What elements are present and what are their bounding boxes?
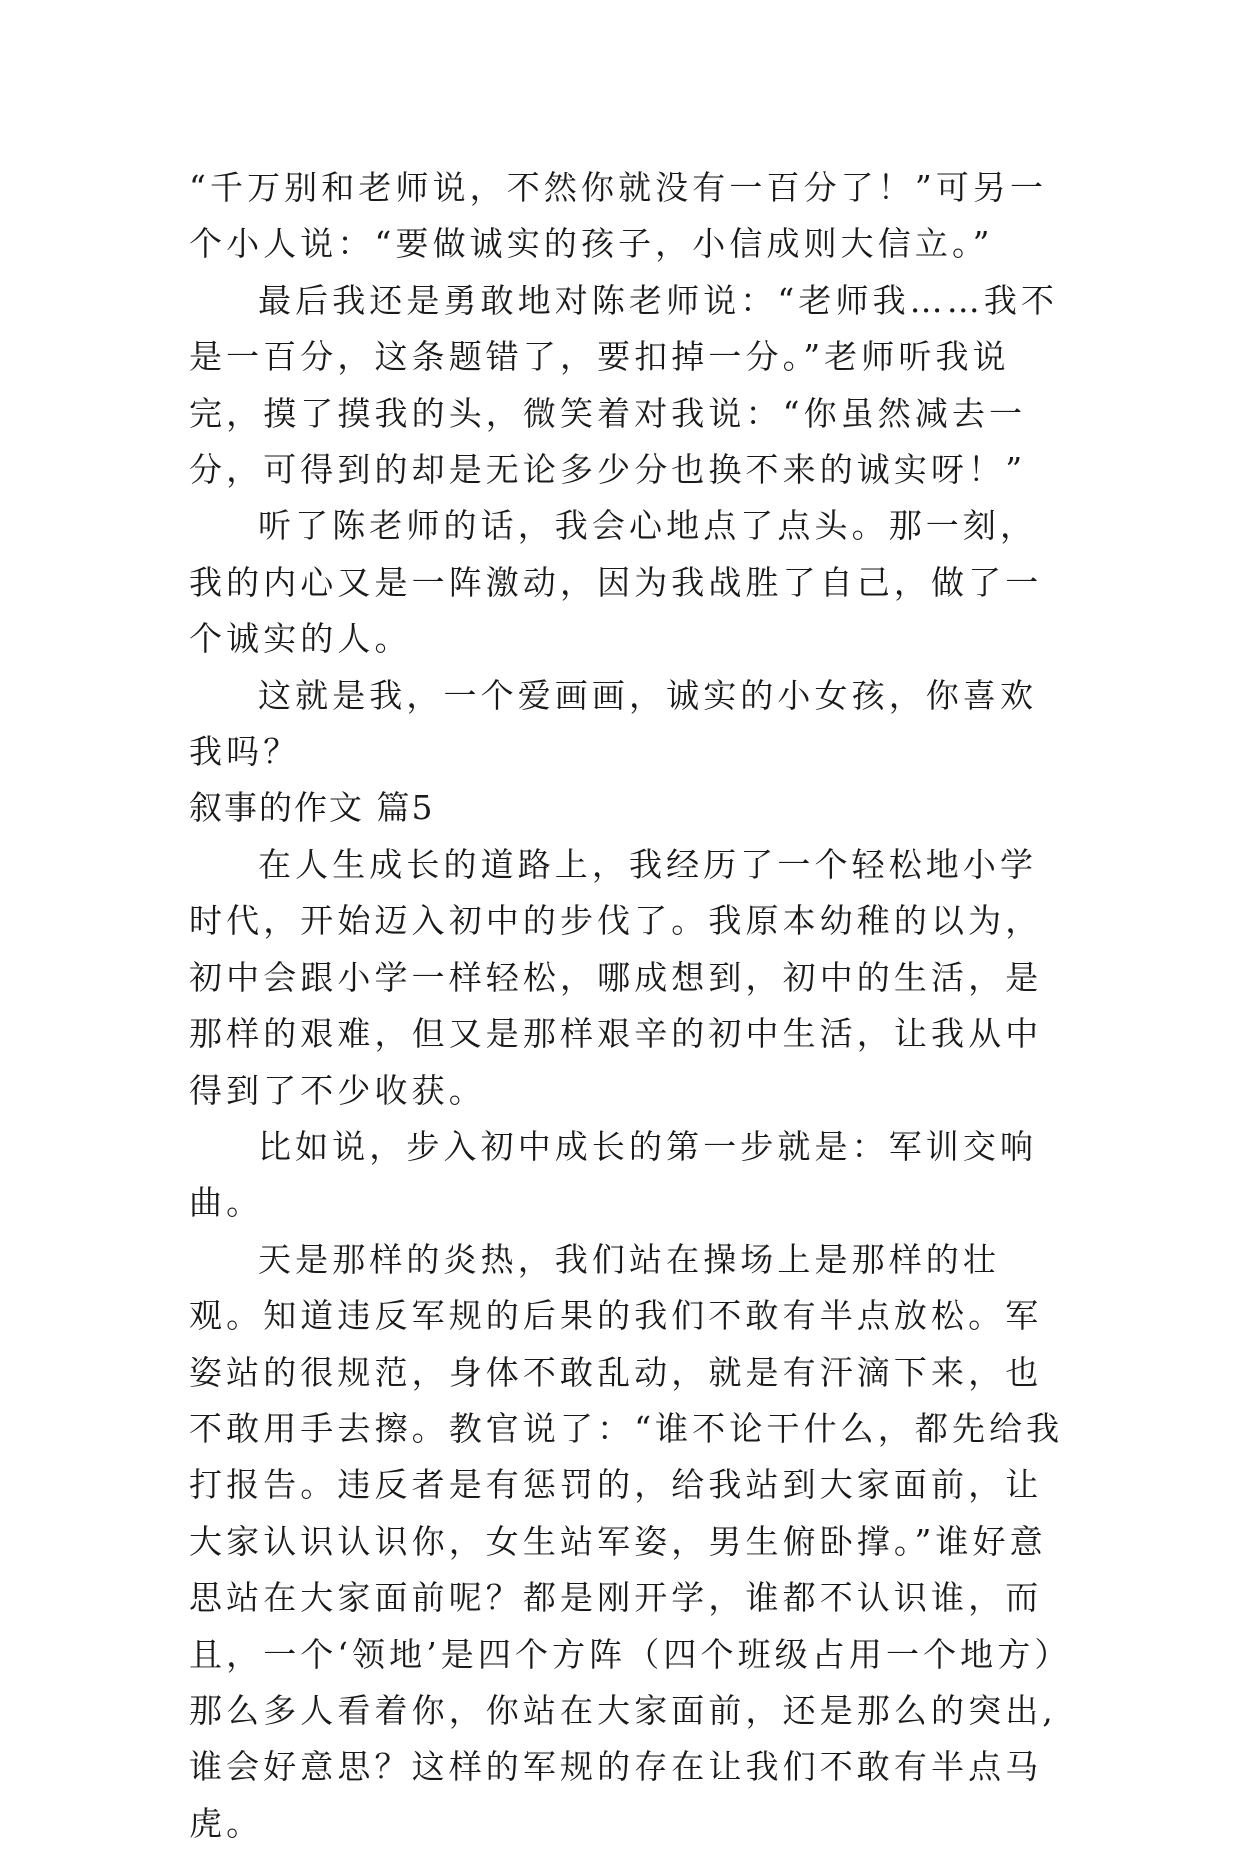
paragraph-discipline: 天是那样的炎热，我们站在操场上是那样的壮观。知道违反军规的后果的我们不敢有半点放松。军姿站的很规范，身体不敢乱动，就是有汗滴下来，也不敢用手去擦。教官说了：“谁不论干什么，都先给我打报告。违反者是有惩罚的，给我站到大家面前，让大家认识认识你，女生站军姿，男生俯卧撑。”谁好意思站在大家面前呢？都是刚开学，谁都不认识谁，而且，一个‘领地’是四个方阵（四个班级占用一个地方）那么多人看着你，你站在大家面前，还是那么的突出,谁会好意思？这样的军规的存在让我们不敢有半点马虎。 <box>189 1239 1064 1843</box>
paragraph-intro: 在人生成长的道路上，我经历了一个轻松地小学时代，开始迈入初中的步伐了。我原本幼稚的以为，初中会跟小学一样轻松，哪成想到，初中的生活，是那样的艰难，但又是那样艰辛的初中生活，让我从中得到了不少收获。 <box>189 844 1043 1110</box>
paragraph-closing: 这就是我，一个爱画画，诚实的小女孩，你喜欢我吗？ <box>189 675 1038 772</box>
article-body <box>189 160 1069 1852</box>
paragraph-continuation: “千万别和老师说，不然你就没有一百分了！”可另一个小人说：“要做诚实的孩子，小信成则大信立。” <box>189 168 1048 264</box>
paragraph-military-training: 比如说，步入初中成长的第一步就是：军训交响曲。 <box>189 1126 1038 1223</box>
section-heading: 叙事的作文 篇5 <box>189 788 435 828</box>
paragraph-reflection: 听了陈老师的话，我会心地点了点头。那一刻，我的内心又是一阵激动，因为我战胜了自己，做了一个诚实的人。 <box>189 506 1043 659</box>
paragraph-confession: 最后我还是勇敢地对陈老师说：“老师我……我不是一百分，这条题错了，要扣掉一分。”老师听我说完，摸了摸我的头，微笑着对我说：“你虽然减去一分，可得到的却是无论多少分也换不来的诚实呀！” <box>189 280 1059 490</box>
